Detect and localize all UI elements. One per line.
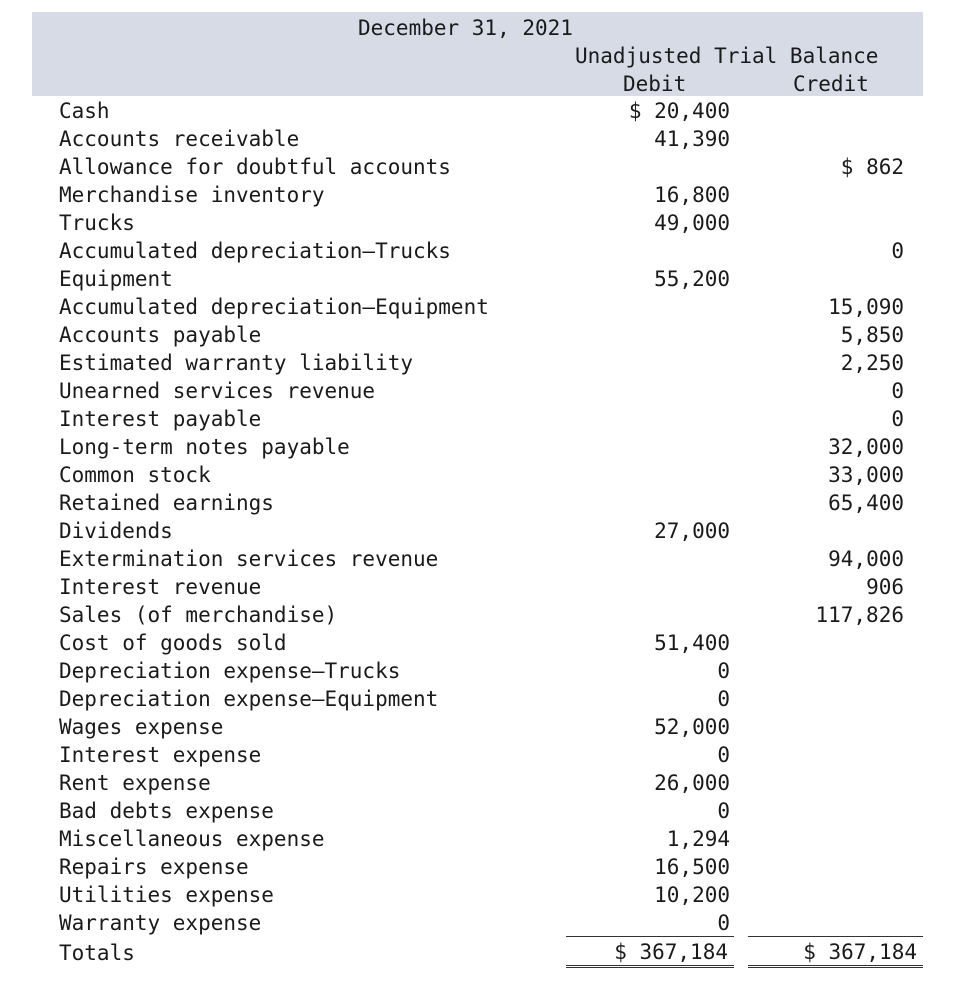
table-row [32,852,923,880]
debit-amount: 52,000 [654,715,730,739]
debit-amount: 41,390 [654,127,730,151]
account-name: Interest payable [59,407,262,431]
debit-amount: 0 [717,743,730,767]
table-header [32,12,923,96]
debit-amount: 10,200 [654,883,730,907]
credit-amount: 117,826 [815,603,904,627]
account-rows [32,96,923,936]
debit-amount: 51,400 [654,631,730,655]
account-name: Miscellaneous expense [59,827,325,851]
table-row [32,348,923,376]
table-row [32,488,923,516]
account-name: Common stock [59,463,211,487]
table-row [32,572,923,600]
credit-amount: 94,000 [828,547,904,571]
account-name: Rent expense [59,771,211,795]
account-name: Dividends [59,519,173,543]
totals-debit: $ 367,184 [614,940,728,964]
table-row [32,152,923,180]
debit-amount: $ 20,400 [628,99,730,123]
account-name: Unearned services revenue [59,379,376,403]
table-row [32,684,923,712]
table-row [32,768,923,796]
statement-date: December 31, 2021 [358,16,573,40]
debit-column-header: Debit [623,72,687,96]
account-name: Wages expense [59,715,224,739]
account-name: Cost of goods sold [59,631,287,655]
credit-amount: 65,400 [828,491,904,515]
table-row [32,628,923,656]
account-name: Repairs expense [59,855,249,879]
account-name: Long-term notes payable [59,435,350,459]
credit-amount: 2,250 [840,351,904,375]
debit-amount: 0 [717,659,730,683]
account-name: Accounts payable [59,323,262,347]
account-name: Merchandise inventory [59,183,325,207]
account-name: Warranty expense [59,911,262,935]
account-name: Extermination services revenue [59,547,439,571]
table-row [32,516,923,544]
account-name: Trucks [59,211,135,235]
account-name: Depreciation expense—Trucks [59,659,401,683]
table-row [32,880,923,908]
table-row [32,376,923,404]
table-row [32,264,923,292]
table-row [32,544,923,572]
table-row [32,404,923,432]
table-row [32,320,923,348]
account-name: Allowance for doubtful accounts [59,155,451,179]
credit-amount: 33,000 [828,463,904,487]
totals-label: Totals [59,941,135,965]
table-row [32,124,923,152]
table-row [32,292,923,320]
account-name: Retained earnings [59,491,274,515]
account-name: Equipment [59,267,173,291]
debit-amount: 0 [717,911,730,935]
account-name: Estimated warranty liability [59,351,414,375]
table-row [32,824,923,852]
account-name: Depreciation expense—Equipment [59,687,439,711]
table-row [32,908,923,936]
account-name: Accounts receivable [59,127,300,151]
account-name: Sales (of merchandise) [59,603,338,627]
debit-amount: 16,800 [654,183,730,207]
credit-amount: 0 [891,239,904,263]
totals-row [32,936,923,968]
totals-debit-cell [566,936,734,968]
credit-amount: $ 862 [840,155,904,179]
debit-amount: 1,294 [666,827,730,851]
table-row [32,236,923,264]
table-row [32,600,923,628]
debit-amount: 55,200 [654,267,730,291]
debit-amount: 16,500 [654,855,730,879]
table-row [32,460,923,488]
totals-credit-cell [748,936,923,968]
credit-amount: 32,000 [828,435,904,459]
credit-amount: 0 [891,379,904,403]
table-row [32,656,923,684]
debit-amount: 26,000 [654,771,730,795]
table-row [32,740,923,768]
table-row [32,180,923,208]
section-title: Unadjusted Trial Balance [575,44,879,68]
debit-amount: 49,000 [654,211,730,235]
credit-amount: 906 [866,575,904,599]
account-name: Accumulated depreciation—Trucks [59,239,451,263]
debit-amount: 0 [717,687,730,711]
account-name: Cash [59,99,110,123]
table-row [32,712,923,740]
account-name: Utilities expense [59,883,274,907]
debit-amount: 0 [717,799,730,823]
credit-amount: 5,850 [840,323,904,347]
credit-amount: 0 [891,407,904,431]
table-row [32,432,923,460]
totals-credit: $ 367,184 [803,940,917,964]
account-name: Interest revenue [59,575,262,599]
account-name: Bad debts expense [59,799,274,823]
table-row [32,208,923,236]
table-row [32,96,923,124]
credit-amount: 15,090 [828,295,904,319]
account-name: Interest expense [59,743,262,767]
table-row [32,796,923,824]
account-name: Accumulated depreciation—Equipment [59,295,489,319]
debit-amount: 27,000 [654,519,730,543]
credit-column-header: Credit [793,72,869,96]
trial-balance-sheet [32,12,923,968]
